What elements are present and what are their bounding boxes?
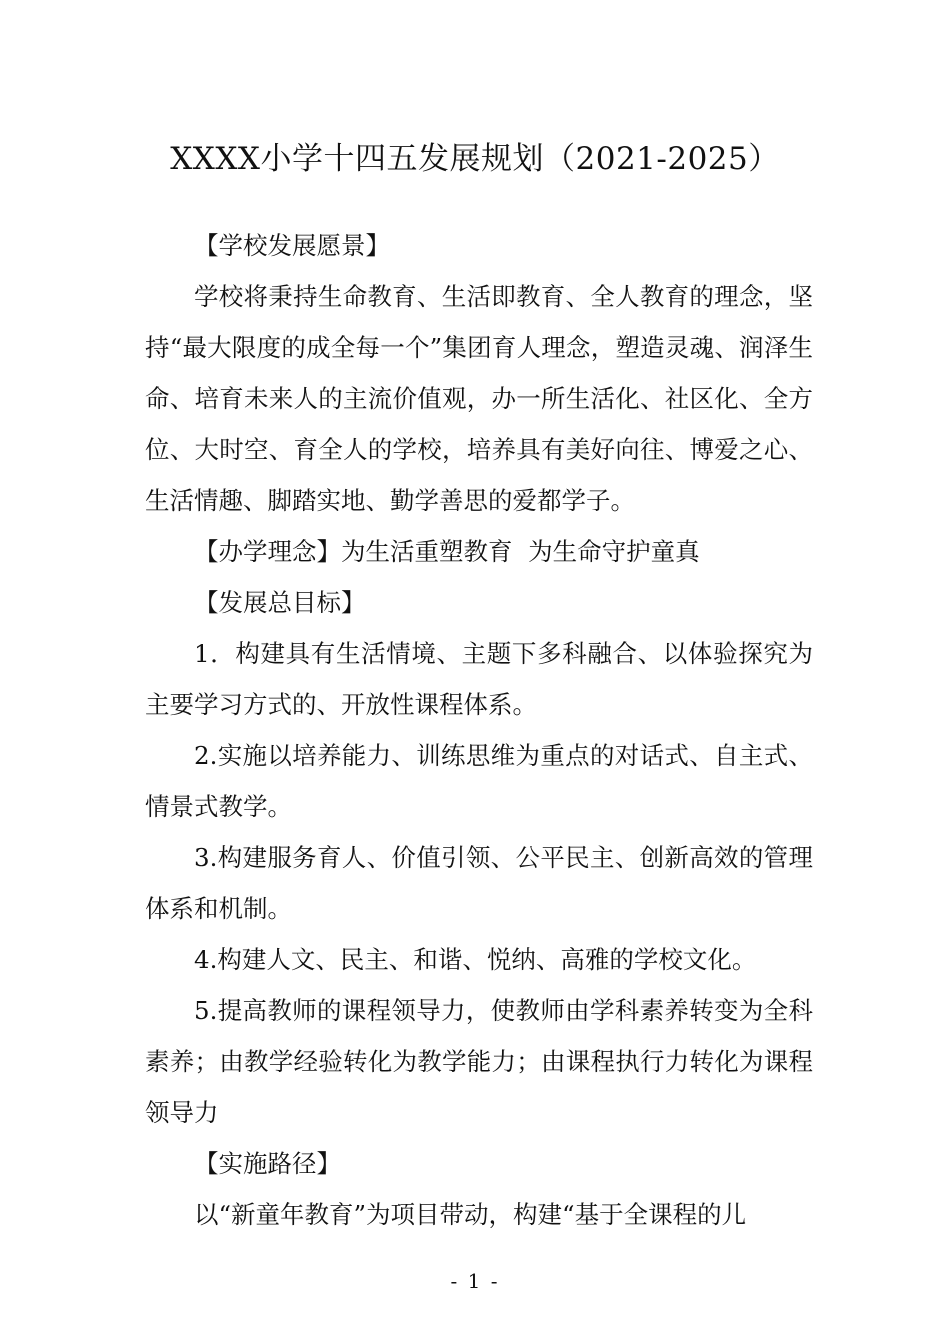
goals-heading: 【发展总目标】 (194, 588, 366, 617)
document-body (145, 220, 813, 1240)
path-heading: 【实施路径】 (194, 1149, 341, 1178)
path-paragraph: 以“新童年教育”为项目带动，构建“基于全课程的儿 (194, 1200, 747, 1229)
document-title: XXXX小学十四五发展规划（2021-2025） (170, 141, 780, 177)
page-number: - 1 - (450, 1269, 500, 1293)
goal-item-4: 4.构建人文、民主、和谐、悦纳、高雅的学校文化。 (194, 945, 757, 974)
vision-heading: 【学校发展愿景】 (194, 231, 390, 260)
goal-item-2: 2.实施以培养能力、训练思维为重点的对话式、自主式、情景式教学。 (145, 741, 813, 821)
vision-paragraph: 学校将秉持生命教育、生活即教育、全人教育的理念，坚持“最大限度的成全每一个”集团育人理念，塑造灵魂、润泽生命、培育未来人的主流价值观，办一所生活化、社区化、全方位、大时空、育全人的学校，培养具有美好向往、博爱之心、生活情趣、脚踏实地、勤学善思的爱都学子。 (145, 282, 813, 515)
goal-item-1: 1．构建具有生活情境、主题下多科融合、以体验探究为主要学习方式的、开放性课程体系。 (145, 639, 813, 719)
goal-item-3: 3.构建服务育人、价值引领、公平民主、创新高效的管理体系和机制。 (145, 843, 813, 923)
philosophy-line: 【办学理念】为生活重塑教育 为生命守护童真 (194, 537, 700, 566)
goal-item-5: 5.提高教师的课程领导力，使教师由学科素养转变为全科素养；由教学经验转化为教学能力；由课程执行力转化为课程领导力 (145, 996, 813, 1127)
